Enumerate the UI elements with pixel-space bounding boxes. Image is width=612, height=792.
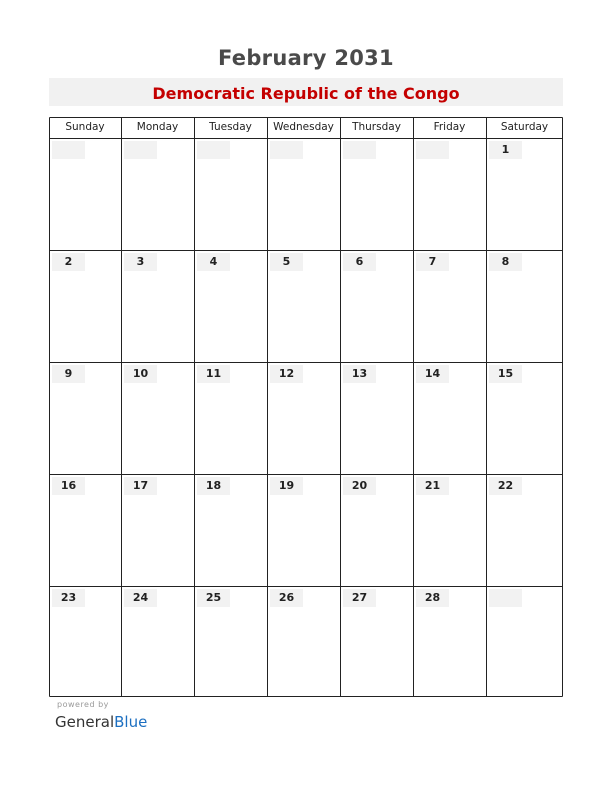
day-cell[interactable] xyxy=(267,586,340,697)
day-cell[interactable] xyxy=(121,474,194,586)
day-cell[interactable] xyxy=(49,250,121,362)
empty-day-number xyxy=(343,141,376,159)
empty-day-number xyxy=(124,141,157,159)
empty-day-number xyxy=(197,141,230,159)
day-cell[interactable] xyxy=(194,138,267,250)
day-number: 14 xyxy=(416,365,449,383)
weekday-header-thursday: Thursday xyxy=(352,121,401,133)
day-cell[interactable] xyxy=(267,250,340,362)
day-cell[interactable] xyxy=(340,474,413,586)
day-cell[interactable] xyxy=(49,586,121,697)
day-cell[interactable] xyxy=(267,138,340,250)
empty-day-number xyxy=(52,141,85,159)
day-number: 16 xyxy=(52,477,85,495)
day-number: 28 xyxy=(416,589,449,607)
day-number: 19 xyxy=(270,477,303,495)
country-banner xyxy=(49,78,563,106)
calendar-grid xyxy=(49,117,563,697)
day-cell[interactable] xyxy=(486,250,563,362)
day-number: 12 xyxy=(270,365,303,383)
weekday-header-tuesday: Tuesday xyxy=(209,121,252,133)
day-cell[interactable] xyxy=(121,138,194,250)
day-cell[interactable] xyxy=(486,138,563,250)
weekday-header-friday: Friday xyxy=(433,121,466,133)
day-cell[interactable] xyxy=(413,474,486,586)
day-cell[interactable] xyxy=(486,362,563,474)
weekday-header-saturday: Saturday xyxy=(500,121,549,133)
weekday-header-wednesday: Wednesday xyxy=(273,121,334,133)
day-number: 6 xyxy=(343,253,376,271)
weekday-header-sunday: Sunday xyxy=(65,121,105,133)
day-cell[interactable] xyxy=(413,586,486,697)
empty-day-number xyxy=(270,141,303,159)
day-number: 7 xyxy=(416,253,449,271)
day-cell[interactable] xyxy=(340,586,413,697)
day-cell[interactable] xyxy=(486,586,563,697)
day-cell[interactable] xyxy=(413,138,486,250)
day-number: 2 xyxy=(52,253,85,271)
day-cell[interactable] xyxy=(49,362,121,474)
day-number: 20 xyxy=(343,477,376,495)
day-cell[interactable] xyxy=(267,474,340,586)
day-cell[interactable] xyxy=(49,138,121,250)
day-cell[interactable] xyxy=(267,362,340,474)
empty-day-number xyxy=(416,141,449,159)
day-number: 1 xyxy=(489,141,522,159)
day-number: 3 xyxy=(124,253,157,271)
day-number: 15 xyxy=(489,365,522,383)
day-number: 23 xyxy=(52,589,85,607)
day-number: 22 xyxy=(489,477,522,495)
powered-by-text: powered by xyxy=(57,700,109,709)
day-cell[interactable] xyxy=(340,362,413,474)
brand-blue-text: Blue xyxy=(114,713,148,731)
day-cell[interactable] xyxy=(194,362,267,474)
day-number: 10 xyxy=(124,365,157,383)
day-number: 24 xyxy=(124,589,157,607)
day-cell[interactable] xyxy=(340,138,413,250)
day-cell[interactable] xyxy=(340,250,413,362)
page-title: February 2031 xyxy=(218,46,394,70)
day-number: 27 xyxy=(343,589,376,607)
day-number: 8 xyxy=(489,253,522,271)
day-number: 9 xyxy=(52,365,85,383)
day-cell[interactable] xyxy=(413,362,486,474)
day-cell[interactable] xyxy=(194,474,267,586)
day-cell[interactable] xyxy=(413,250,486,362)
day-number: 21 xyxy=(416,477,449,495)
country-name: Democratic Republic of the Congo xyxy=(152,84,460,103)
day-cell[interactable] xyxy=(194,250,267,362)
brand-general-text: General xyxy=(55,713,115,731)
day-number: 13 xyxy=(343,365,376,383)
day-cell[interactable] xyxy=(121,250,194,362)
day-cell[interactable] xyxy=(194,586,267,697)
day-number: 18 xyxy=(197,477,230,495)
day-cell[interactable] xyxy=(121,362,194,474)
empty-day-number xyxy=(489,589,522,607)
day-number: 25 xyxy=(197,589,230,607)
day-number: 26 xyxy=(270,589,303,607)
day-number: 17 xyxy=(124,477,157,495)
weekday-header-monday: Monday xyxy=(136,121,179,133)
day-cell[interactable] xyxy=(486,474,563,586)
generalblue-logo[interactable] xyxy=(55,713,147,731)
day-number: 4 xyxy=(197,253,230,271)
day-number: 11 xyxy=(197,365,230,383)
day-cell[interactable] xyxy=(49,474,121,586)
day-cell[interactable] xyxy=(121,586,194,697)
day-number: 5 xyxy=(270,253,303,271)
